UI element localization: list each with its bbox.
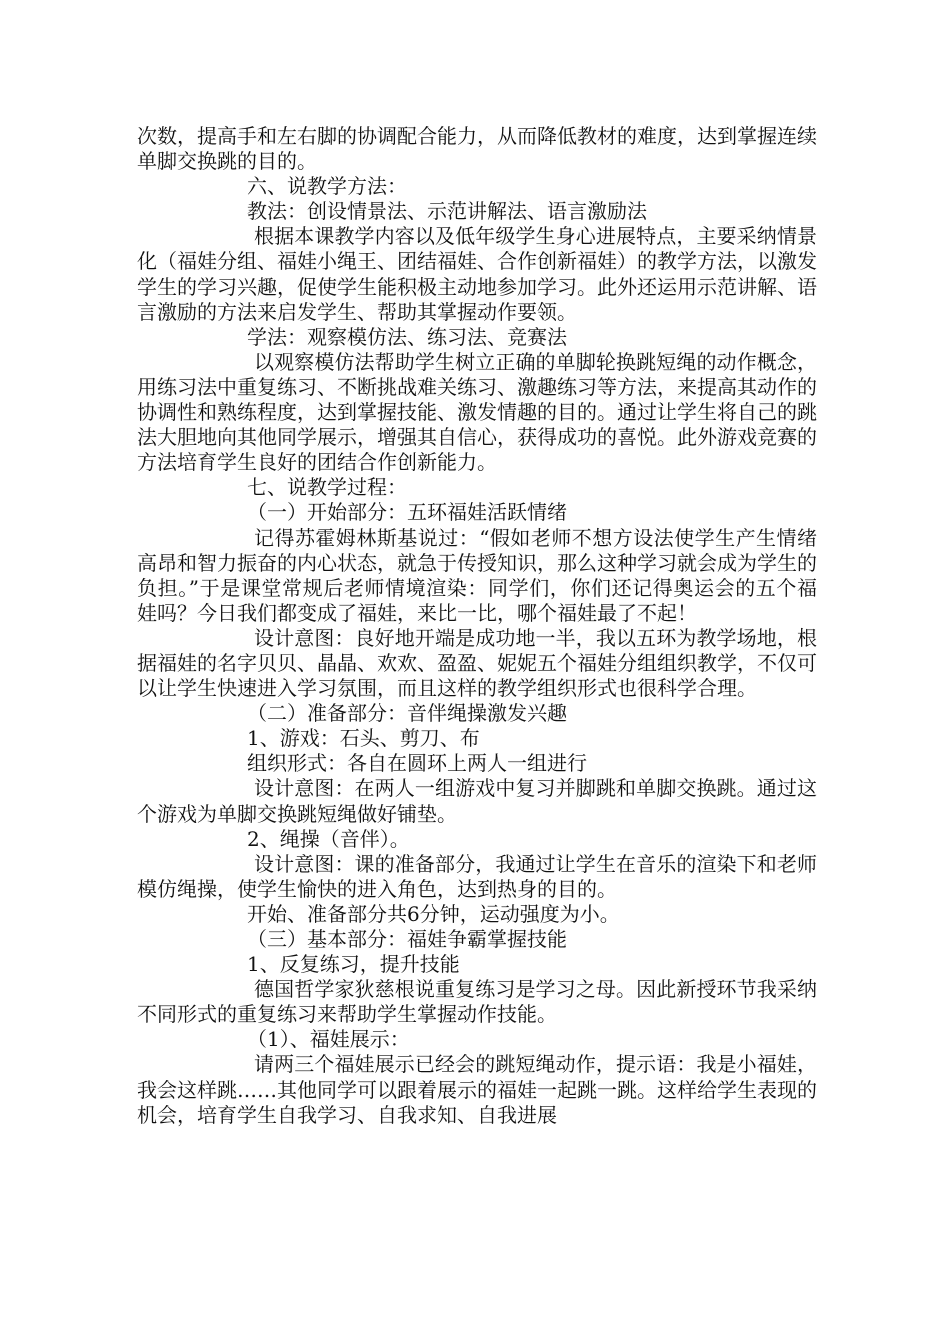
paragraph-design-intent-2: 设计意图：在两人一组游戏中复习并脚跳和单脚交换跳。通过这个游戏为单脚交换跳短绳做好铺垫。 <box>137 776 817 826</box>
paragraph-fuwa-show: 请两三个福娃展示已经会的跳短绳动作，提示语：我是小福娃，我会这样跳……其他同学可以跟着展示的福娃一起跳一跳。这样给学生表现的机会，培育学生自我学习、自我求知、自我进展 <box>137 1052 817 1127</box>
heading-teaching-methods: 六、说教学方法： <box>247 174 407 199</box>
paragraph-learning-method-detail: 以观察模仿法帮助学生树立正确的单脚轮换跳短绳的动作概念，用练习法中重复练习、不断挑战难关练习、激趣练习等方法，来提高其动作的协调性和熟练程度，达到掌握技能、激发情趣的目的。通过让学生将自己的跳法大胆地向其他同学展示，增强其自信心，获得成功的喜悦。此外游戏竞赛的方法培育学生良好的团结合作创新能力。 <box>137 349 817 475</box>
item-rope-exercise: 2、绳操（音伴）。 <box>247 826 410 851</box>
item-organization: 组织形式：各自在圆环上两人一组进行 <box>247 751 587 776</box>
paragraph-teaching-method-detail: 根据本课教学内容以及低年级学生身心进展特点，主要采纳情景化（福娃分组、福娃小绳王、团结福娃、合作创新福娃）的教学方法，以激发学生的学习兴趣，促使学生能积极主动地参加学习。此外还运用示范讲解、语言激励的方法来启发学生、帮助其掌握动作要领。 <box>137 224 817 324</box>
heading-teaching-process: 七、说教学过程： <box>247 475 407 500</box>
item-repeat-practice: 1、反复练习，提升技能 <box>247 952 460 977</box>
learning-method-line: 学法：观察模仿法、练习法、竞赛法 <box>247 324 567 349</box>
paragraph-1: 次数，提高手和左右脚的协调配合能力，从而降低教材的难度，达到掌握连续单脚交换跳的目的。 <box>137 124 817 174</box>
document-body <box>137 124 817 1128</box>
paragraph-repeat-practice: 德国哲学家狄慈根说重复练习是学习之母。因此新授环节我采纳不同形式的重复练习来帮助学生掌握动作技能。 <box>137 977 817 1027</box>
subheading-start-part: （一）开始部分：五环福娃活跃情绪 <box>247 500 567 525</box>
item-game: 1、游戏：石头、剪刀、布 <box>247 726 480 751</box>
item-fuwa-show: （1）、福娃展示： <box>247 1027 410 1052</box>
subheading-basic-part: （三）基本部分：福娃争霸掌握技能 <box>247 927 567 951</box>
paragraph-design-intent-3: 设计意图：课的准备部分，我通过让学生在音乐的渲染下和老师模仿绳操，使学生愉快的进入角色，达到热身的目的。 <box>137 851 817 901</box>
subheading-prep-part: （二）准备部分：音伴绳操激发兴趣 <box>247 701 567 726</box>
item-duration: 开始、准备部分共6分钟，运动强度为小。 <box>247 901 620 926</box>
paragraph-quote: 记得苏霍姆林斯基说过：“假如老师不想方设法使学生产生情绪高昂和智力振奋的内心状态，就急于传授知识，那么这种学习就会成为学生的负担。”于是课堂常规后老师情境渲染：同学们，你们还记得奥运会的五个福娃吗？今日我们都变成了福娃，来比一比，哪个福娃最了不起！ <box>137 525 817 625</box>
teaching-method-line: 教法：创设情景法、示范讲解法、语言激励法 <box>247 199 647 224</box>
paragraph-design-intent-1: 设计意图：良好地开端是成功地一半，我以五环为教学场地，根据福娃的名字贝贝、晶晶、欢欢、盈盈、妮妮五个福娃分组组织教学，不仅可以让学生快速进入学习氛围，而且这样的教学组织形式也很科学合理。 <box>137 625 817 701</box>
